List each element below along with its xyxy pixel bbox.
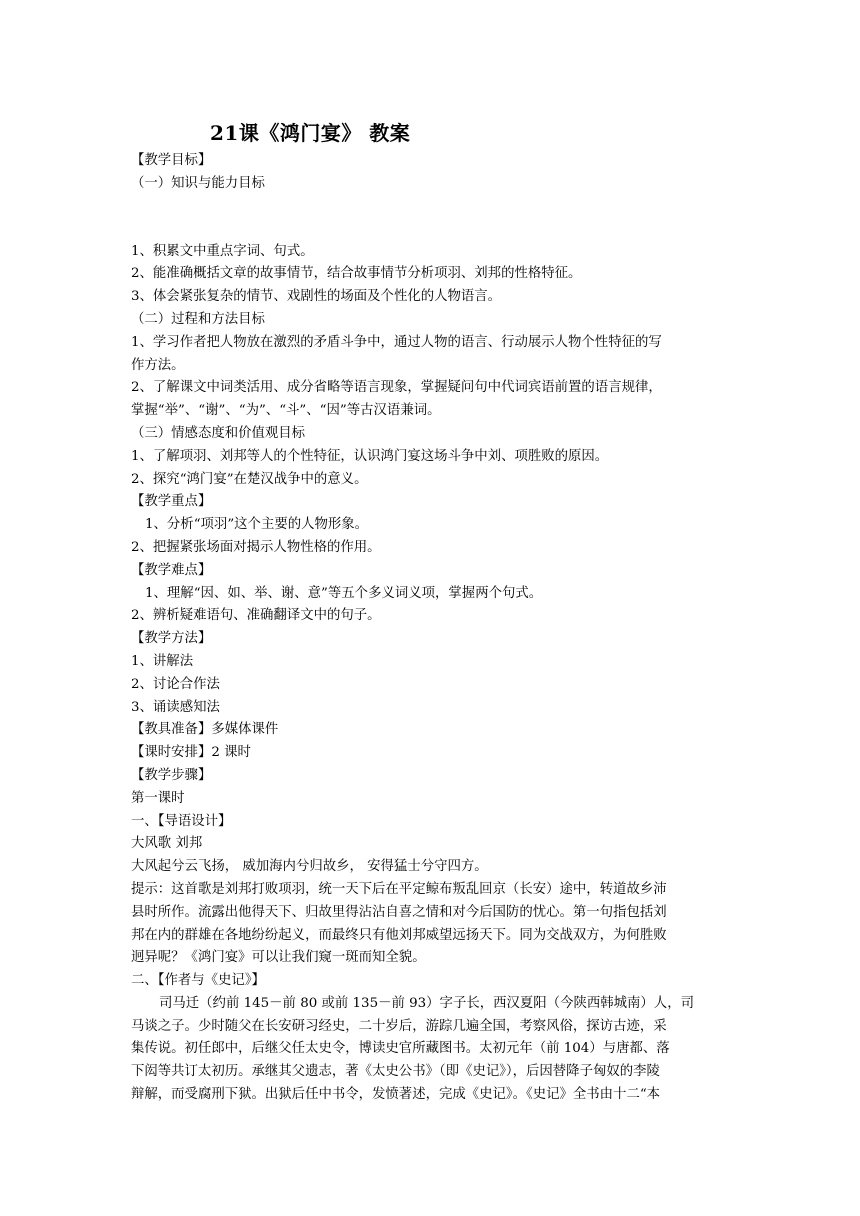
text-line: 作方法。	[131, 357, 185, 373]
text-line: 迥异呢？《鸿门宴》可以让我们窥一斑而知全貌。	[131, 950, 426, 966]
text-line: 2、能准确概括文章的故事情节，结合故事情节分析项羽、刘邦的性格特征。	[131, 266, 582, 282]
text-line: 1、学习作者把人物放在激烈的矛盾斗争中，通过人物的语言、行动展示人物个性特征的写	[131, 334, 662, 350]
text-line: （三）情感态度和价值观目标	[131, 425, 306, 441]
text-line: 县时所作。流露出他得天下、归故里得沾沾自喜之情和对今后国防的忧心。第一句指包括刘	[131, 904, 667, 920]
text-line: 2、把握紧张场面对揭示人物性格的作用。	[131, 539, 381, 555]
text-line: 【教学目标】	[131, 153, 212, 168]
text-line: 第一课时	[131, 790, 185, 806]
text-line: 【教学重点】	[131, 494, 212, 510]
text-line: 【课时安排】2 课时	[131, 745, 251, 761]
text-line: 司马迁（约前 145－前 80 或前 135－前 93）字子长，西汉夏阳（今陕西韩城南）人，司	[159, 995, 694, 1011]
text-line: 2、讨论合作法	[131, 676, 220, 692]
text-line: 下闳等共订太初历。承继其父遗志，著《太史公书》（即《史记》），后因替降子匈奴的李陵	[131, 1064, 660, 1080]
text-line: 大风起兮云飞扬， 威加海内兮归故乡， 安得猛士兮守四方。	[131, 859, 488, 875]
text-line: 1、了解项羽、刘邦等人的个性特征，认识鸿门宴这场斗争中刘、项胜败的原因。	[131, 448, 609, 464]
document-title: 21课《鸿门宴》 教案	[210, 121, 411, 145]
text-line: 【教学步骤】	[131, 767, 212, 783]
text-line: 1、理解“因、如、举、谢、意”等五个多义词义项，掌握两个句式。	[145, 585, 543, 601]
text-line: 邦在内的群雄在各地纷纷起义，而最终只有他刘邦威望远扬天下。同为交战双方，为何胜败	[131, 927, 667, 943]
document-body	[131, 150, 731, 1107]
text-line: 提示：这首歌是刘邦打败项羽，统一天下后在平定鲸布叛乱回京（长安）途中，转道故乡沛	[131, 881, 667, 897]
text-line: 马谈之子。少时随父在长安研习经史，二十岁后，游踪几遍全国，考察风俗，探访古迹，采	[131, 1018, 667, 1034]
text-line: 辩解，而受腐刑下狱。出狱后任中书令，发愤著述，完成《史记》。《史记》全书由十二“本	[131, 1087, 661, 1103]
text-line: 掌握“举”、“谢”、“为”、“斗”、“因”等古汉语兼词。	[131, 403, 441, 419]
text-line: 一、【导语设计】	[131, 813, 232, 829]
text-line: 3、诵读感知法	[131, 699, 220, 715]
text-line: 3、体会紧张复杂的情节、戏剧性的场面及个性化的人物语言。	[131, 289, 502, 305]
text-line: 集传说。初任郎中，后继父任太史令，博读史官所藏图书。太初元年（前 104）与唐都、落	[131, 1041, 670, 1057]
text-line: 1、分析“项羽”这个主要的人物形象。	[145, 517, 369, 533]
text-line: 2、探究“鸿门宴”在楚汉战争中的意义。	[131, 471, 368, 487]
text-line: 【教学方法】	[131, 631, 212, 647]
text-line: （一）知识与能力目标	[131, 175, 265, 191]
text-line: 1、积累文中重点字词、句式。	[131, 243, 314, 259]
text-line: 2、了解课文中词类活用、成分省略等语言现象，掌握疑问句中代词宾语前置的语言规律，	[131, 380, 662, 396]
text-line: 二、【作者与《史记》】	[131, 973, 265, 989]
text-line: 【教具准备】多媒体课件	[131, 722, 279, 738]
text-line: （二）过程和方法目标	[131, 311, 265, 327]
text-line: 2、辨析疑难语句、准确翻译文中的句子。	[131, 608, 381, 624]
text-line: 大风歌 刘邦	[131, 836, 203, 852]
blank-gap	[131, 196, 731, 241]
text-line: 【教学难点】	[131, 562, 212, 578]
text-line: 1、讲解法	[131, 653, 194, 669]
